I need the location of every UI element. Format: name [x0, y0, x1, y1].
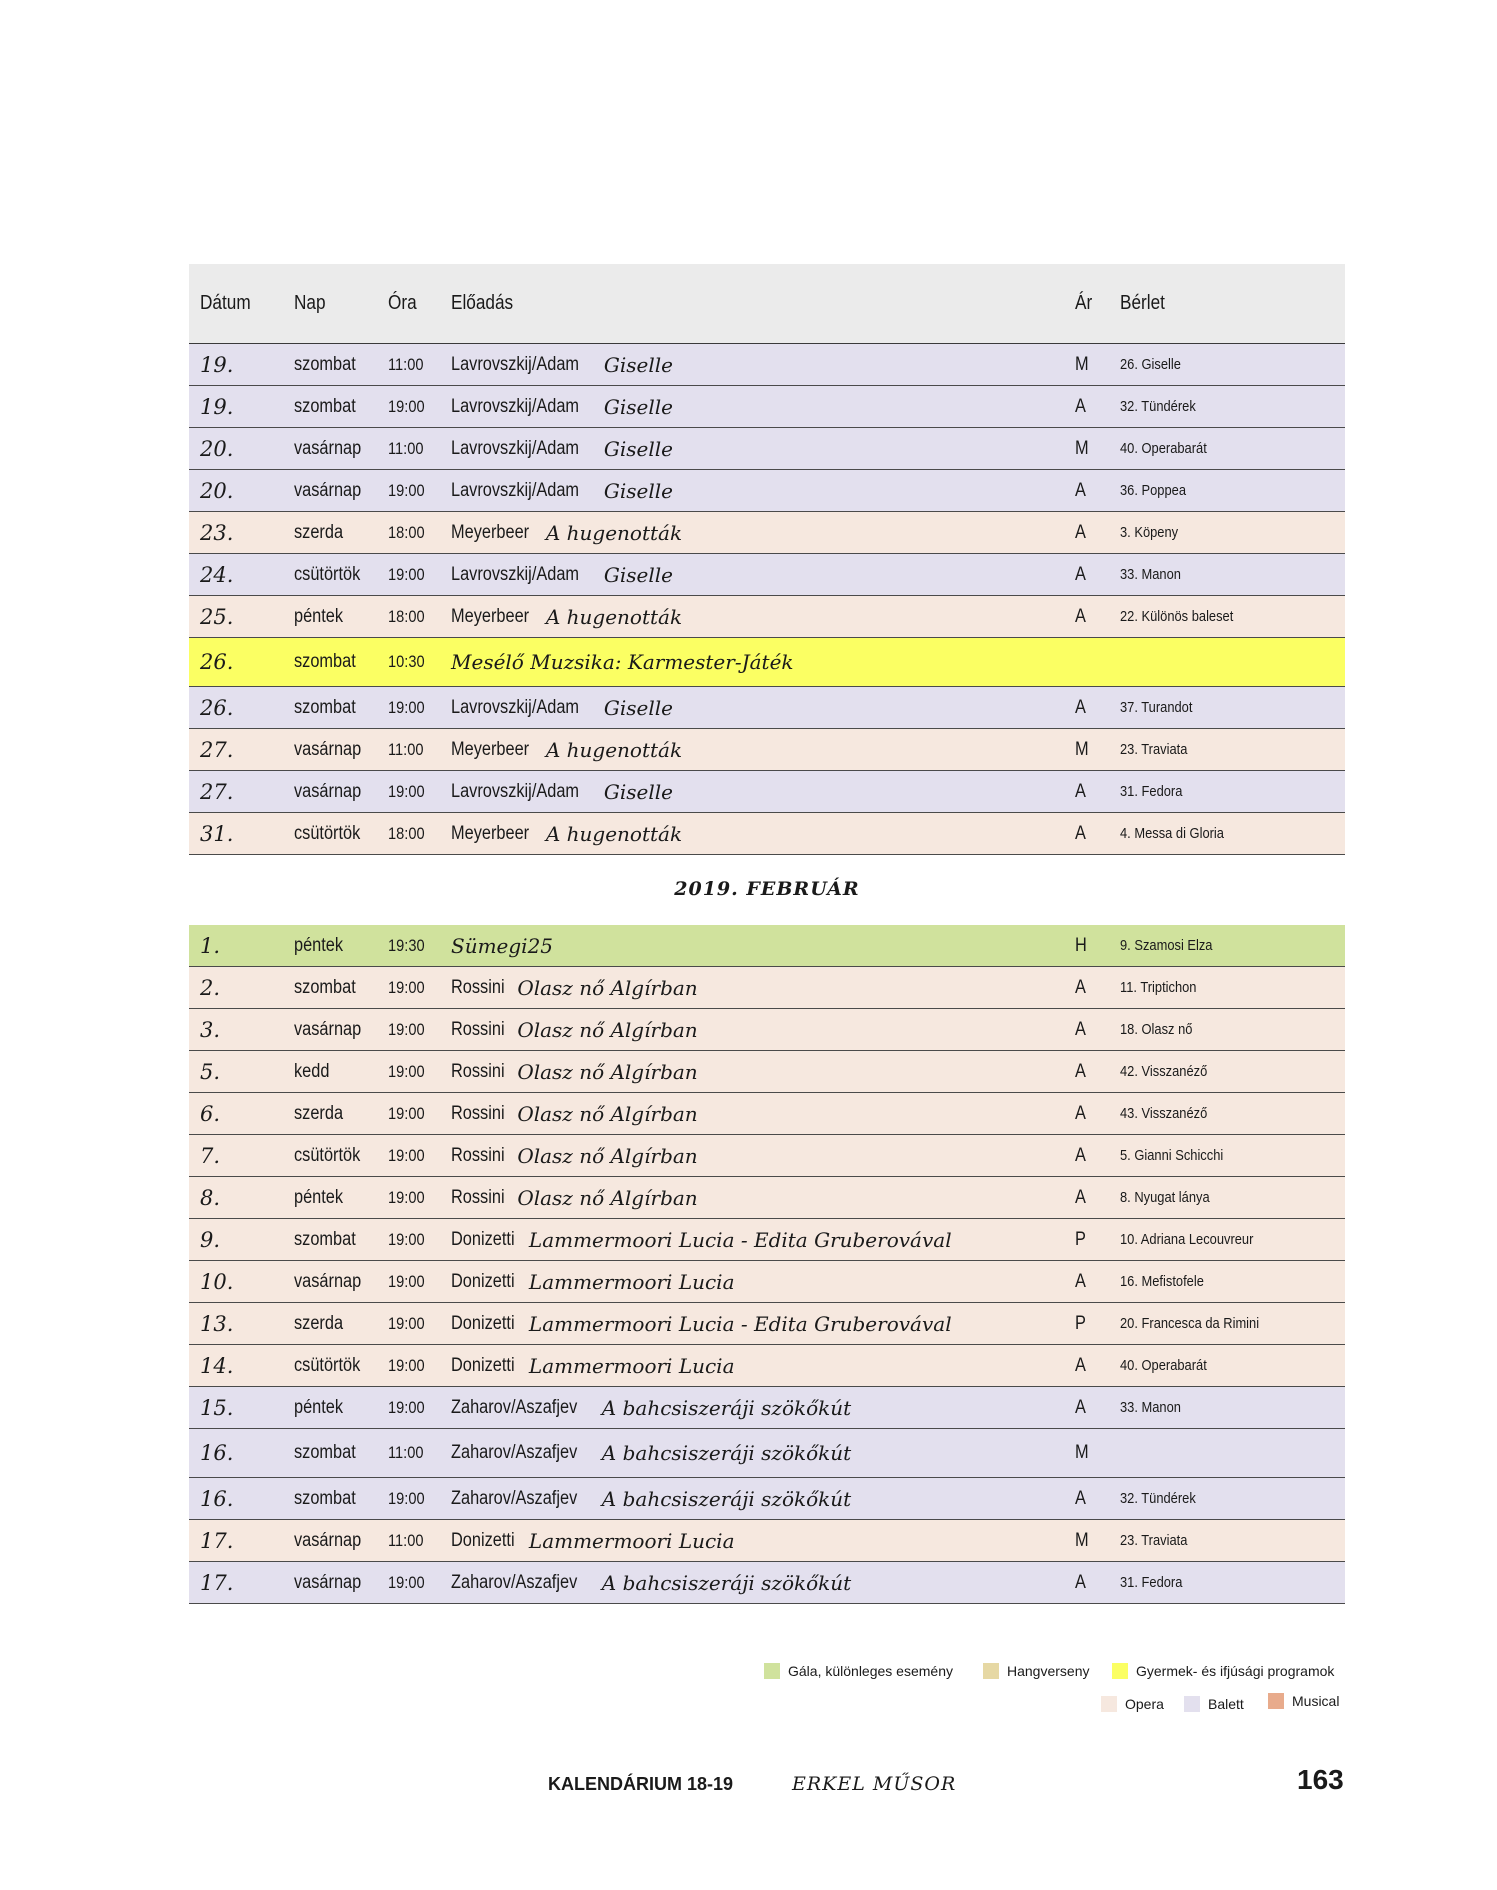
row-composer: Rossini — [451, 1186, 505, 1208]
row-price: A — [1075, 563, 1086, 585]
row-subscription: 31. Fedora — [1120, 783, 1183, 800]
row-date: 15. — [200, 1395, 234, 1420]
table-row — [189, 1429, 1345, 1478]
row-title: A bahcsiszeráji szökőkút — [601, 1570, 852, 1595]
row-price: P — [1075, 1228, 1086, 1250]
row-price: M — [1075, 738, 1089, 760]
row-performance — [451, 386, 673, 427]
january-schedule-table — [189, 344, 1345, 855]
row-date: 7. — [200, 1143, 221, 1168]
row-subscription: 32. Tündérek — [1120, 398, 1196, 415]
row-price: A — [1075, 1102, 1086, 1124]
row-title: Giselle — [603, 779, 673, 804]
row-price: M — [1075, 1529, 1089, 1551]
row-day: szombat — [294, 353, 356, 375]
table-row — [189, 1478, 1345, 1520]
row-time: 19:30 — [388, 935, 425, 955]
header-performance: Előadás — [451, 292, 514, 314]
row-time: 11:00 — [388, 1530, 424, 1550]
row-day: szerda — [294, 1312, 344, 1334]
table-row — [189, 428, 1345, 470]
row-price: A — [1075, 1571, 1086, 1593]
row-composer: Donizetti — [451, 1270, 515, 1292]
row-price: A — [1075, 479, 1086, 501]
table-row — [189, 554, 1345, 596]
row-subscription: 36. Poppea — [1120, 482, 1187, 499]
row-date: 17. — [200, 1570, 234, 1595]
row-performance — [451, 1177, 698, 1218]
table-row — [189, 638, 1345, 687]
row-composer: Zaharov/Aszafjev — [451, 1571, 578, 1593]
row-price: P — [1075, 1312, 1086, 1334]
row-date: 14. — [200, 1353, 234, 1378]
row-performance — [451, 554, 673, 595]
row-performance — [451, 1051, 698, 1092]
row-day: vasárnap — [294, 1270, 362, 1292]
row-composer: Meyerbeer — [451, 822, 530, 844]
row-title: Olasz nő Algírban — [517, 1059, 698, 1084]
row-composer: Donizetti — [451, 1228, 515, 1250]
row-title: A hugenották — [545, 821, 683, 846]
row-performance — [451, 729, 682, 770]
row-title: Olasz nő Algírban — [517, 1185, 698, 1210]
page-number: 163 — [1297, 1764, 1344, 1795]
row-date: 5. — [200, 1059, 221, 1084]
row-day: vasárnap — [294, 738, 362, 760]
row-day: vasárnap — [294, 437, 362, 459]
row-time: 19:00 — [388, 1103, 425, 1123]
row-day: szombat — [294, 651, 356, 672]
row-performance — [451, 1261, 735, 1302]
row-title: A bahcsiszeráji szökőkút — [601, 1441, 852, 1465]
row-composer: Zaharov/Aszafjev — [451, 1487, 578, 1509]
row-subscription: 3. Köpeny — [1120, 524, 1179, 541]
legend-balett — [1184, 1696, 1244, 1712]
row-title: Lammermoori Lucia — [528, 1353, 735, 1378]
row-title: A hugenották — [545, 737, 683, 762]
row-subscription: 37. Turandot — [1120, 699, 1193, 716]
row-subscription: 31. Fedora — [1120, 1574, 1183, 1591]
table-row — [189, 1135, 1345, 1177]
row-date: 10. — [200, 1269, 234, 1294]
row-subscription: 18. Olasz nő — [1120, 1021, 1193, 1038]
row-performance — [451, 1429, 851, 1477]
row-title: Sümegi25 — [451, 933, 554, 958]
row-date: 16. — [200, 1441, 234, 1465]
row-price: A — [1075, 1186, 1086, 1208]
table-row — [189, 1051, 1345, 1093]
row-date: 20. — [200, 478, 234, 503]
row-composer: Lavrovszkij/Adam — [451, 353, 580, 375]
row-date: 1. — [200, 933, 221, 958]
row-time: 11:00 — [388, 739, 424, 759]
table-row — [189, 386, 1345, 428]
row-day: vasárnap — [294, 479, 362, 501]
row-title: Mesélő Muzsika: Karmester-Játék — [451, 650, 794, 674]
row-time: 19:00 — [388, 977, 425, 997]
row-title: Giselle — [603, 436, 673, 461]
row-day: kedd — [294, 1060, 330, 1082]
row-title: Lammermoori Lucia — [528, 1528, 735, 1553]
row-time: 18:00 — [388, 823, 425, 843]
table-row — [189, 1303, 1345, 1345]
legend-musical-label: Musical — [1292, 1693, 1340, 1709]
row-day: szombat — [294, 1228, 356, 1250]
row-title: A bahcsiszeráji szökőkút — [601, 1486, 852, 1511]
row-price: A — [1075, 822, 1086, 844]
row-performance — [451, 1520, 735, 1561]
row-composer: Donizetti — [451, 1354, 515, 1376]
row-time: 19:00 — [388, 1488, 425, 1508]
row-date: 2. — [200, 975, 221, 1000]
row-date: 19. — [200, 352, 234, 377]
row-composer: Donizetti — [451, 1529, 515, 1551]
row-performance — [451, 470, 673, 511]
legend-hangverseny — [983, 1663, 1090, 1679]
row-subscription: 23. Traviata — [1120, 1532, 1188, 1549]
month-heading: 2019. FEBRUÁR — [674, 878, 860, 900]
row-title: Lammermoori Lucia - Edita Gruberovával — [528, 1227, 952, 1252]
row-time: 19:00 — [388, 1572, 425, 1592]
row-time: 10:30 — [388, 652, 425, 671]
row-day: vasárnap — [294, 1018, 362, 1040]
table-row — [189, 1219, 1345, 1261]
row-day: szerda — [294, 1102, 344, 1124]
table-row — [189, 729, 1345, 771]
row-price: A — [1075, 780, 1086, 802]
header-day: Nap — [294, 292, 326, 314]
row-title: A hugenották — [545, 520, 683, 545]
row-price: A — [1075, 1354, 1086, 1376]
row-title: Giselle — [603, 562, 673, 587]
row-title: A bahcsiszeráji szökőkút — [601, 1395, 852, 1420]
row-price: M — [1075, 1442, 1089, 1463]
row-subscription: 8. Nyugat lánya — [1120, 1189, 1210, 1206]
row-composer: Lavrovszkij/Adam — [451, 437, 580, 459]
table-row — [189, 925, 1345, 967]
row-composer: Rossini — [451, 1144, 505, 1166]
row-price: A — [1075, 395, 1086, 417]
table-row — [189, 1520, 1345, 1562]
row-title: Olasz nő Algírban — [517, 975, 698, 1000]
row-performance — [451, 1219, 952, 1260]
row-composer: Lavrovszkij/Adam — [451, 479, 580, 501]
legend-gala-swatch — [764, 1663, 780, 1679]
row-price: H — [1075, 934, 1087, 956]
row-time: 19:00 — [388, 1061, 425, 1081]
row-title: Olasz nő Algírban — [517, 1101, 698, 1126]
row-title: Giselle — [603, 352, 673, 377]
row-day: szombat — [294, 696, 356, 718]
row-composer: Lavrovszkij/Adam — [451, 395, 580, 417]
table-row — [189, 596, 1345, 638]
footer-kalendarium: KALENDÁRIUM 18-19 — [548, 1774, 734, 1794]
row-price: A — [1075, 521, 1086, 543]
row-title: Giselle — [603, 695, 673, 720]
row-subscription: 33. Manon — [1120, 566, 1181, 583]
row-title: Giselle — [603, 394, 673, 419]
row-title: Lammermoori Lucia — [528, 1269, 735, 1294]
row-day: szombat — [294, 976, 356, 998]
table-row — [189, 1562, 1345, 1604]
row-time: 19:00 — [388, 564, 425, 584]
row-performance — [451, 1387, 851, 1428]
row-day: csütörtök — [294, 1144, 361, 1166]
row-time: 18:00 — [388, 606, 425, 626]
header-time: Óra — [388, 292, 417, 314]
row-performance — [451, 687, 673, 728]
row-price: A — [1075, 1396, 1086, 1418]
row-subscription: 4. Messa di Gloria — [1120, 825, 1224, 842]
table-row — [189, 1387, 1345, 1429]
row-performance — [451, 1345, 735, 1386]
row-date: 25. — [200, 604, 234, 629]
row-composer: Zaharov/Aszafjev — [451, 1442, 578, 1463]
row-day: csütörtök — [294, 1354, 361, 1376]
row-date: 27. — [200, 779, 234, 804]
row-price: A — [1075, 1144, 1086, 1166]
row-date: 26. — [200, 650, 234, 674]
row-performance — [451, 1478, 851, 1519]
row-time: 19:00 — [388, 480, 425, 500]
table-row — [189, 470, 1345, 512]
row-day: péntek — [294, 1396, 344, 1418]
row-date: 27. — [200, 737, 234, 762]
row-composer: Rossini — [451, 976, 505, 998]
row-title: A hugenották — [545, 604, 683, 629]
table-row — [189, 1177, 1345, 1219]
row-performance — [451, 1303, 952, 1344]
row-time: 19:00 — [388, 781, 425, 801]
row-time: 11:00 — [388, 1443, 424, 1462]
row-performance — [451, 1093, 698, 1134]
row-performance — [451, 428, 673, 469]
row-time: 19:00 — [388, 1313, 425, 1333]
row-composer: Zaharov/Aszafjev — [451, 1396, 578, 1418]
row-date: 8. — [200, 1185, 221, 1210]
row-time: 11:00 — [388, 354, 424, 374]
row-composer: Meyerbeer — [451, 738, 530, 760]
row-price: A — [1075, 605, 1086, 627]
row-date: 23. — [200, 520, 234, 545]
row-price: A — [1075, 696, 1086, 718]
row-time: 19:00 — [388, 1187, 425, 1207]
legend-gyermek — [1112, 1663, 1334, 1679]
table-row — [189, 687, 1345, 729]
legend-gala — [764, 1663, 953, 1679]
row-date: 19. — [200, 394, 234, 419]
row-day: péntek — [294, 1186, 344, 1208]
row-day: vasárnap — [294, 780, 362, 802]
row-subscription: 11. Triptichon — [1120, 979, 1197, 996]
legend-gyermek-swatch — [1112, 1663, 1128, 1679]
row-performance — [451, 1135, 698, 1176]
header-date: Dátum — [200, 292, 251, 314]
row-time: 19:00 — [388, 1145, 425, 1165]
row-composer: Lavrovszkij/Adam — [451, 696, 580, 718]
table-row — [189, 344, 1345, 386]
row-time: 19:00 — [388, 1271, 425, 1291]
row-time: 19:00 — [388, 396, 425, 416]
row-time: 19:00 — [388, 1229, 425, 1249]
row-time: 19:00 — [388, 697, 425, 717]
row-title: Olasz nő Algírban — [517, 1017, 698, 1042]
row-composer: Rossini — [451, 1060, 505, 1082]
row-day: vasárnap — [294, 1571, 362, 1593]
row-composer: Rossini — [451, 1102, 505, 1124]
row-date: 16. — [200, 1486, 234, 1511]
row-time: 19:00 — [388, 1397, 425, 1417]
february-schedule-table — [189, 925, 1345, 1604]
row-subscription: 26. Giselle — [1120, 356, 1181, 373]
row-subscription: 10. Adriana Lecouvreur — [1120, 1231, 1254, 1248]
row-subscription: 5. Gianni Schicchi — [1120, 1147, 1224, 1164]
row-subscription: 42. Visszanéző — [1120, 1063, 1208, 1080]
legend-hangverseny-swatch — [983, 1663, 999, 1679]
row-date: 17. — [200, 1528, 234, 1553]
legend-musical-swatch — [1268, 1693, 1284, 1709]
row-performance — [451, 344, 673, 385]
legend-hangverseny-label: Hangverseny — [1007, 1663, 1090, 1679]
table-row — [189, 1009, 1345, 1051]
row-date: 6. — [200, 1101, 221, 1126]
row-date: 26. — [200, 695, 234, 720]
legend-gyermek-label: Gyermek- és ifjúsági programok — [1136, 1663, 1335, 1679]
header-price: Ár — [1075, 292, 1093, 314]
row-day: péntek — [294, 605, 344, 627]
table-row — [189, 1261, 1345, 1303]
table-row — [189, 1093, 1345, 1135]
row-performance — [451, 596, 682, 637]
row-price: A — [1075, 1487, 1086, 1509]
row-composer: Donizetti — [451, 1312, 515, 1334]
row-subscription: 32. Tündérek — [1120, 1490, 1196, 1507]
table-row — [189, 512, 1345, 554]
row-performance — [451, 512, 682, 553]
footer-erkel-musor: ERKEL MŰSOR — [792, 1773, 957, 1795]
row-subscription: 22. Különös baleset — [1120, 608, 1234, 625]
row-composer: Lavrovszkij/Adam — [451, 563, 580, 585]
row-performance — [451, 1562, 851, 1603]
row-subscription: 9. Szamosi Elza — [1120, 937, 1213, 954]
row-performance — [451, 1009, 698, 1050]
table-header — [189, 264, 1345, 344]
table-row — [189, 813, 1345, 855]
row-price: M — [1075, 437, 1089, 459]
row-price: A — [1075, 976, 1086, 998]
row-composer: Rossini — [451, 1018, 505, 1040]
row-title: Giselle — [603, 478, 673, 503]
row-day: csütörtök — [294, 822, 361, 844]
row-composer: Lavrovszkij/Adam — [451, 780, 580, 802]
legend-gala-label: Gála, különleges esemény — [788, 1663, 953, 1679]
row-composer: Meyerbeer — [451, 605, 530, 627]
legend-opera-swatch — [1101, 1696, 1117, 1712]
row-price: A — [1075, 1270, 1086, 1292]
legend-musical — [1268, 1693, 1339, 1709]
header-subscription: Bérlet — [1120, 292, 1165, 314]
row-price: A — [1075, 1060, 1086, 1082]
row-date: 9. — [200, 1227, 221, 1252]
row-performance — [451, 771, 673, 812]
row-performance — [451, 638, 794, 686]
row-date: 3. — [200, 1017, 221, 1042]
row-day: vasárnap — [294, 1529, 362, 1551]
row-subscription: 40. Operabarát — [1120, 440, 1207, 457]
row-subscription: 16. Mefistofele — [1120, 1273, 1204, 1290]
row-subscription: 33. Manon — [1120, 1399, 1181, 1416]
legend-balett-swatch — [1184, 1696, 1200, 1712]
row-day: szerda — [294, 521, 344, 543]
row-performance — [451, 813, 682, 854]
table-row — [189, 1345, 1345, 1387]
row-day: péntek — [294, 934, 344, 956]
row-date: 20. — [200, 436, 234, 461]
row-time: 18:00 — [388, 522, 425, 542]
row-subscription: 43. Visszanéző — [1120, 1105, 1208, 1122]
row-date: 13. — [200, 1311, 234, 1336]
row-time: 11:00 — [388, 438, 424, 458]
row-composer: Meyerbeer — [451, 521, 530, 543]
row-time: 19:00 — [388, 1019, 425, 1039]
row-subscription: 20. Francesca da Rimini — [1120, 1315, 1260, 1332]
row-price: M — [1075, 353, 1089, 375]
row-title: Olasz nő Algírban — [517, 1143, 698, 1168]
legend-balett-label: Balett — [1208, 1696, 1244, 1712]
row-date: 24. — [200, 562, 234, 587]
row-title: Lammermoori Lucia - Edita Gruberovával — [528, 1311, 952, 1336]
row-day: csütörtök — [294, 563, 361, 585]
row-price: A — [1075, 1018, 1086, 1040]
row-subscription: 40. Operabarát — [1120, 1357, 1207, 1374]
row-day: szombat — [294, 1442, 356, 1463]
row-performance — [451, 925, 553, 966]
row-day: szombat — [294, 1487, 356, 1509]
row-date: 31. — [200, 821, 234, 846]
row-time: 19:00 — [388, 1355, 425, 1375]
row-day: szombat — [294, 395, 356, 417]
legend-opera — [1101, 1696, 1164, 1712]
row-subscription: 23. Traviata — [1120, 741, 1188, 758]
table-row — [189, 771, 1345, 813]
legend-opera-label: Opera — [1125, 1696, 1164, 1712]
table-row — [189, 967, 1345, 1009]
row-performance — [451, 967, 698, 1008]
